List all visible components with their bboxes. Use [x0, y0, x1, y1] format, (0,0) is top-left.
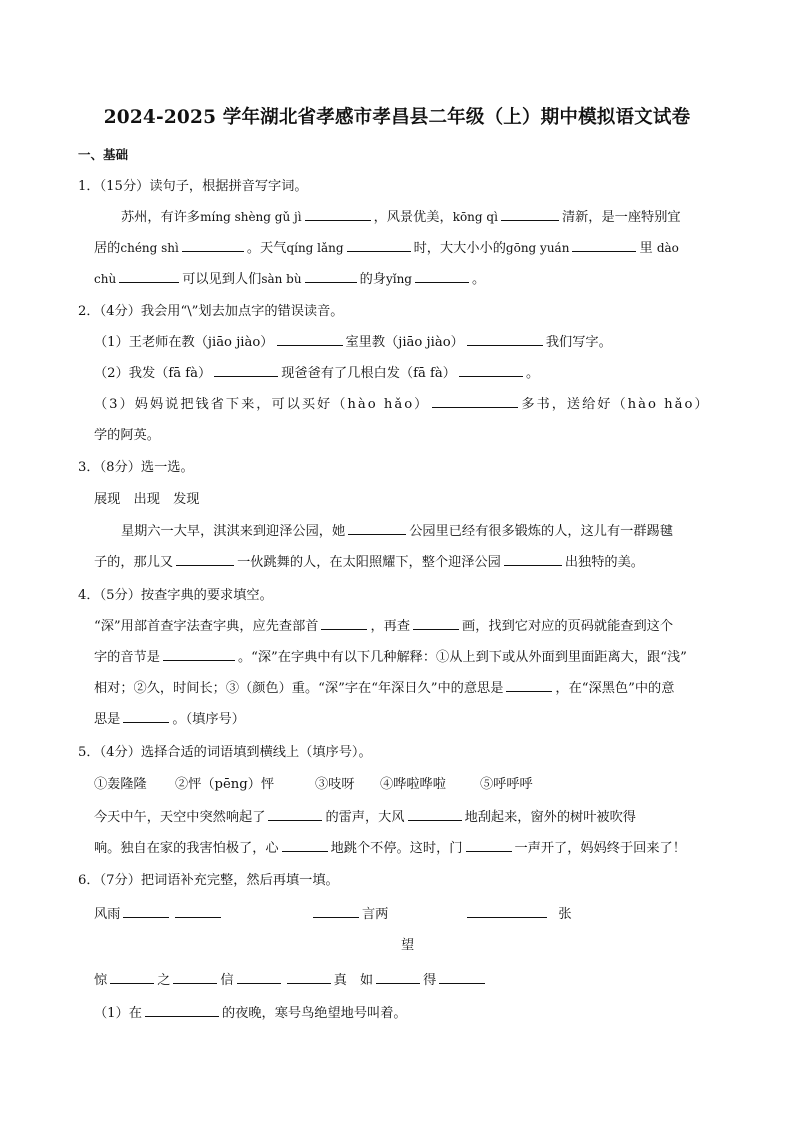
text: 。: [525, 366, 540, 381]
answer-blank[interactable]: [408, 808, 462, 821]
text: 可以见到人们: [182, 272, 262, 287]
text: 真 如: [333, 973, 374, 988]
text: 相对；②久，时间长；③（颜色）重。“深”字在“年深日久”中的意思是: [94, 681, 504, 696]
option-4: ④哗啦哗啦: [380, 777, 446, 792]
text: 时，大大小小的: [413, 241, 506, 256]
question-4-line-4: [94, 708, 245, 727]
text: 。“深”在字典中有以下几种解释：①从上到下或从外面到里面距离大，跟“浅”: [237, 650, 687, 665]
text: 清新，是一座特别宜: [561, 210, 681, 225]
question-2-sub-2: [94, 362, 539, 381]
idiom-3-wrap: 望: [401, 938, 415, 953]
question-3-line-2: [94, 551, 644, 570]
text: （1）在: [94, 1006, 142, 1021]
answer-blank[interactable]: [282, 839, 328, 852]
word-choices: 展现 出现 发现: [94, 492, 200, 507]
question-4-heading: 4．（5分）按查字典的要求填空。: [78, 588, 273, 603]
text: 一伙跳舞的人，在太阳照耀下，整个迎泽公园: [237, 555, 501, 570]
question-1-line-1: [121, 206, 681, 225]
answer-blank[interactable]: [347, 239, 411, 252]
text: 风雨: [94, 907, 121, 922]
answer-blank[interactable]: [163, 648, 235, 661]
text: 地跳个不停。这时，门: [330, 841, 463, 856]
text: 得: [423, 973, 437, 988]
answer-blank[interactable]: [214, 364, 278, 377]
question-1-line-3: [94, 268, 485, 287]
answer-blank[interactable]: [506, 679, 552, 692]
option-5: ⑤呼呼呼: [480, 777, 533, 792]
text: 星期六一大早，淇淇来到迎泽公园，她: [121, 524, 346, 539]
text: （3）妈妈说把钱省下来，可以买好（hào hǎo）: [94, 397, 430, 412]
page-title: 2024-2025 学年湖北省孝感市孝昌县二年级（上）期中模拟语文试卷: [103, 107, 691, 128]
pinyin: gōng yuán: [505, 241, 570, 255]
text: 。: [471, 272, 486, 287]
text: 。（填序号）: [172, 712, 245, 727]
text: 的夜晚，寒号鸟绝望地号叫着。: [221, 1006, 407, 1021]
answer-blank[interactable]: [119, 270, 179, 283]
question-4-line-2: [94, 646, 687, 665]
answer-blank[interactable]: [504, 553, 562, 566]
text: 言两: [362, 907, 389, 922]
question-1-heading: 1．（15分）读句子，根据拼音写字词。: [78, 179, 308, 194]
pinyin: yǐng: [385, 272, 412, 286]
text: 我们写字。: [545, 335, 612, 350]
question-6-heading: 6．（7分）把词语补充完整，然后再填一填。: [78, 873, 339, 888]
text: （1）王老师在教（jiāo jiào）: [94, 335, 274, 350]
pinyin: sàn bù: [261, 272, 302, 286]
text: 居的: [94, 241, 121, 256]
answer-blank[interactable]: [432, 395, 518, 408]
text: ，再查: [370, 619, 411, 634]
option-1: ①轰隆隆: [94, 777, 147, 792]
answer-blank[interactable]: [287, 971, 331, 984]
text: 字的音节是: [94, 650, 160, 665]
answer-blank[interactable]: [237, 971, 281, 984]
text: 室里教（jiāo jiào）: [345, 335, 464, 350]
answer-blank[interactable]: [268, 808, 322, 821]
question-4-line-1: [94, 615, 673, 634]
text: 张: [558, 907, 572, 922]
pinyin: dào: [656, 241, 679, 255]
answer-blank[interactable]: [123, 710, 169, 723]
text: 。天气: [246, 241, 287, 256]
text: 子的，那儿又: [94, 555, 174, 570]
text: “深”用部首查字法查字典，应先查部首: [94, 619, 319, 634]
pinyin: chù: [94, 272, 117, 286]
answer-blank[interactable]: [376, 971, 420, 984]
text: （2）我发（fā fà）: [94, 366, 212, 381]
question-2-sub-3-cont: 学的阿英。: [94, 428, 160, 443]
answer-blank[interactable]: [145, 1004, 219, 1017]
text: 惊: [94, 973, 108, 988]
option-3: ③吱呀: [315, 777, 355, 792]
answer-blank[interactable]: [277, 333, 343, 346]
answer-blank[interactable]: [439, 971, 485, 984]
pinyin: qíng lǎng: [286, 241, 344, 255]
text: 现爸爸有了几根白发（fā fà）: [281, 366, 456, 381]
question-2-heading: 2．（4分）我会用“\”划去加点字的错误读音。: [78, 304, 344, 319]
section-heading: 一、基础: [78, 147, 129, 162]
question-5-line-1: [94, 806, 636, 825]
answer-blank[interactable]: [110, 971, 154, 984]
idiom-row-2: [94, 969, 488, 988]
text: 响。独自在家的我害怕极了，心: [94, 841, 279, 856]
text: 地刮起来，窗外的树叶被吹得: [464, 810, 636, 825]
question-2-sub-1: [94, 331, 612, 350]
answer-blank[interactable]: [467, 905, 547, 918]
option-2: ②怦（pēng）怦: [175, 777, 275, 792]
pinyin: míng shèng gǔ jì: [200, 210, 302, 224]
answer-blank[interactable]: [572, 239, 636, 252]
text: ，风景优美，: [373, 210, 453, 225]
text: 的雷声，大风: [325, 810, 405, 825]
text: 信: [220, 973, 234, 988]
answer-blank[interactable]: [173, 971, 217, 984]
answer-blank[interactable]: [123, 905, 169, 918]
text: ，在“深黑色”中的意: [555, 681, 675, 696]
text: 里: [639, 241, 653, 256]
question-3-heading: 3．（8分）选一选。: [78, 460, 194, 475]
pinyin: chéng shì: [120, 241, 179, 255]
answer-blank[interactable]: [501, 208, 559, 221]
answer-blank[interactable]: [313, 905, 359, 918]
text: 思是: [94, 712, 121, 727]
text: 公园里已经有很多锻炼的人，这儿有一群踢毽: [409, 524, 673, 539]
question-5-line-2: [94, 837, 686, 856]
answer-blank[interactable]: [305, 208, 371, 221]
answer-blank[interactable]: [413, 617, 459, 630]
answer-blank[interactable]: [415, 270, 469, 283]
answer-blank[interactable]: [459, 364, 523, 377]
idiom-3: [464, 903, 572, 922]
text: 画，找到它对应的页码就能查到这个: [462, 619, 674, 634]
question-4-line-3: [94, 677, 674, 696]
text: 苏州，有许多: [121, 210, 201, 225]
text: 一声开了，妈妈终于回来了！: [514, 841, 686, 856]
text: 出独特的美。: [564, 555, 644, 570]
pinyin: kōng qì: [452, 210, 498, 224]
text: 多书，送给好（hào hǎo）: [521, 397, 710, 412]
text: 之: [157, 973, 171, 988]
question-3-line-1: [121, 520, 673, 539]
answer-blank[interactable]: [321, 617, 367, 630]
question-6-sub-1: [94, 1002, 407, 1021]
text: 的身: [359, 272, 386, 287]
answer-blank[interactable]: [348, 522, 406, 535]
text: 今天中午，天空中突然响起了: [94, 810, 266, 825]
answer-blank[interactable]: [176, 553, 234, 566]
answer-blank[interactable]: [182, 239, 244, 252]
idiom-1: [94, 903, 224, 922]
answer-blank[interactable]: [175, 905, 221, 918]
question-2-sub-3: [94, 393, 710, 412]
idiom-2: [310, 903, 388, 922]
answer-blank[interactable]: [467, 333, 543, 346]
answer-blank[interactable]: [466, 839, 512, 852]
question-5-heading: 5．（4分）选择合适的词语填到横线上（填序号）。: [78, 745, 372, 760]
question-1-line-2: [94, 237, 679, 256]
answer-blank[interactable]: [305, 270, 357, 283]
